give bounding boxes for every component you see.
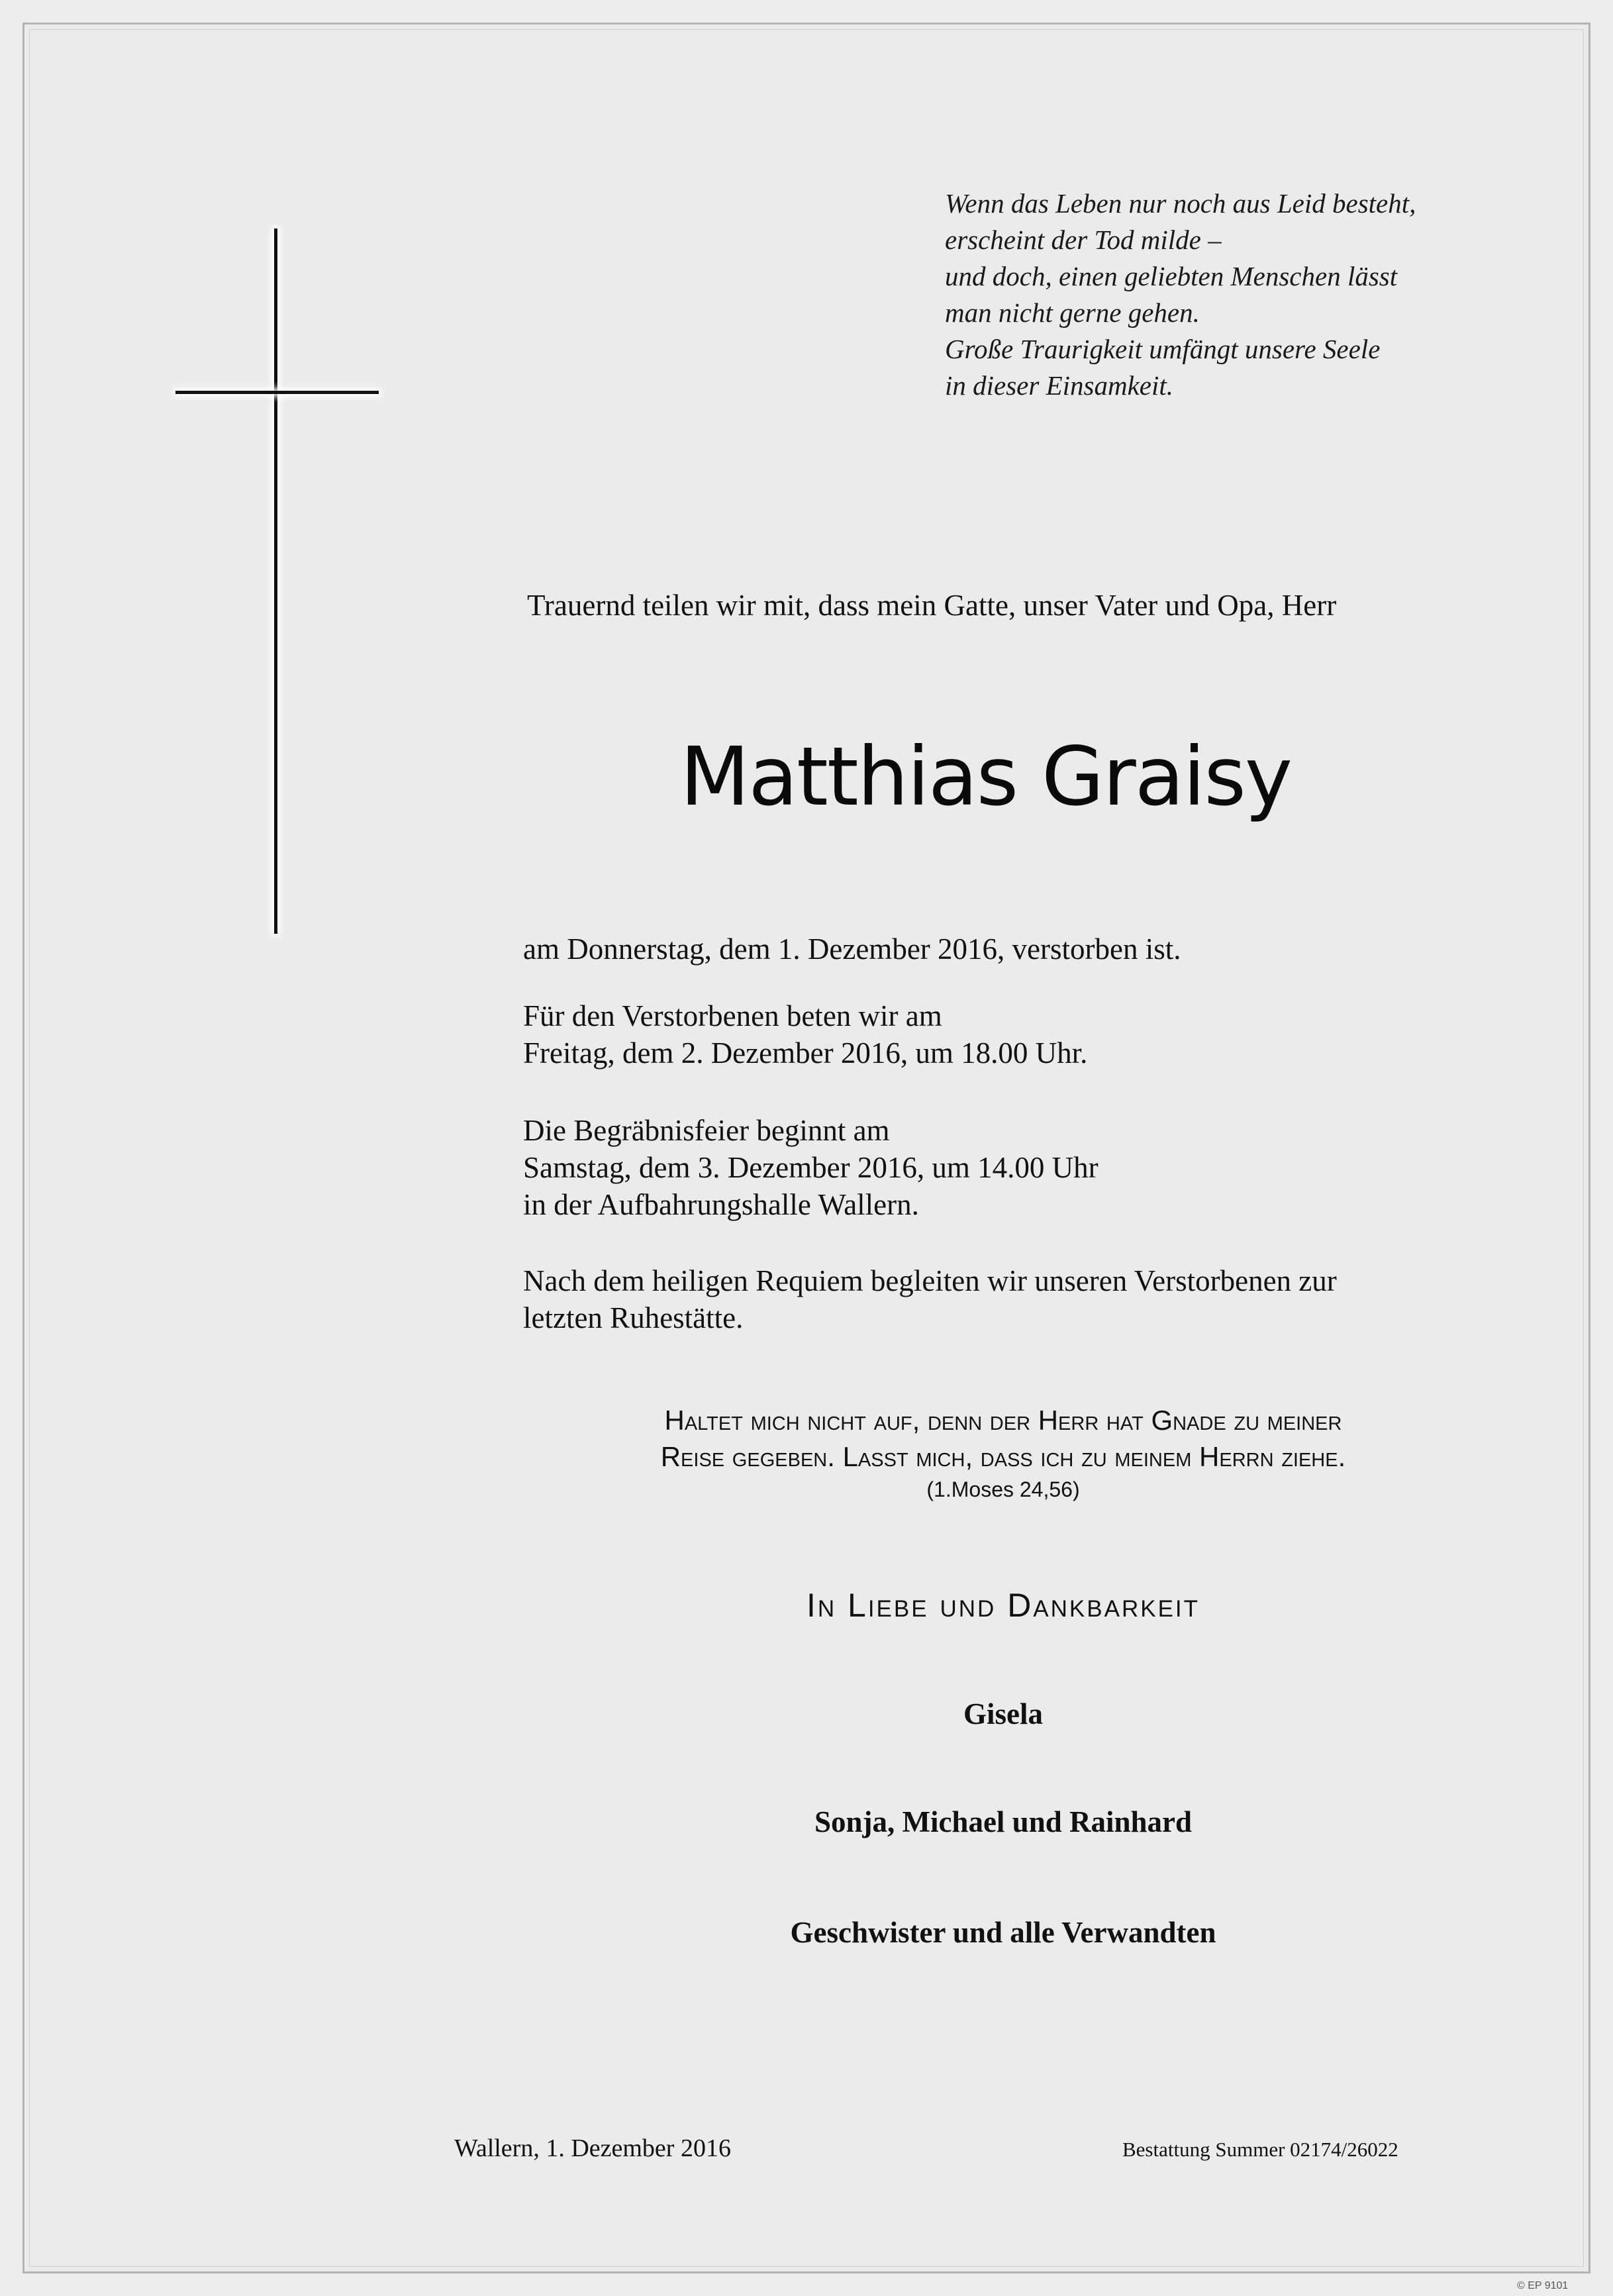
- funeral-line: in der Aufbahrungshalle Wallern.: [523, 1188, 919, 1221]
- poem-line: und doch, einen geliebten Menschen lässt: [945, 261, 1398, 291]
- cross-icon-crossbar: [175, 391, 379, 394]
- deceased-name: Matthias Graisy: [680, 730, 1292, 824]
- poem-line: man nicht gerne gehen.: [945, 297, 1200, 328]
- intro-text: Trauernd teilen wir mit, dass mein Gatte, unser Vater und Opa, Herr: [527, 589, 1337, 622]
- mourner-name: Geschwister und alle Verwandten: [790, 1916, 1216, 1949]
- death-date-text: [523, 930, 1181, 968]
- prayer-text: [523, 997, 1087, 1072]
- poem-line: in dieser Einsamkeit.: [945, 370, 1174, 401]
- funeral-line: Samstag, dem 3. Dezember 2016, um 14.00 Uhr: [523, 1151, 1099, 1184]
- mourner-name: Gisela: [963, 1697, 1043, 1730]
- poem-line: erscheint der Tod milde –: [945, 225, 1222, 255]
- requiem-line: Nach dem heiligen Requiem begleiten wir unseren Verstorbenen zur: [523, 1264, 1337, 1297]
- requiem-text: [523, 1262, 1337, 1336]
- funeral-text: [523, 1112, 1099, 1223]
- funeral-line: Die Begräbnisfeier beginnt am: [523, 1114, 890, 1147]
- prayer-line: Für den Verstorbenen beten wir am: [523, 999, 942, 1032]
- requiem-line: letzten Ruhestätte.: [523, 1301, 744, 1334]
- quote-reference: (1.Moses 24,56): [926, 1477, 1080, 1501]
- poem: [945, 185, 1541, 404]
- print-code: © EP 9101: [1517, 2280, 1569, 2291]
- cross-icon: [274, 228, 277, 934]
- prayer-line: Freitag, dem 2. Dezember 2016, um 18.00 Uhr.: [523, 1036, 1088, 1070]
- bible-quote: [523, 1402, 1483, 1504]
- mourners-heading: In Liebe und Dankbarkeit: [806, 1587, 1200, 1624]
- place-date: Wallern, 1. Dezember 2016: [454, 2134, 731, 2162]
- undertaker-contact: Bestattung Summer 02174/26022: [1122, 2138, 1398, 2161]
- quote-line: Haltet mich nicht auf, denn der Herr hat Gnade zu meiner: [664, 1405, 1342, 1436]
- quote-line: Reise gegeben. Lasst mich, dass ich zu meinem Herrn ziehe.: [660, 1441, 1346, 1472]
- poem-line: Wenn das Leben nur noch aus Leid besteht,: [945, 188, 1416, 219]
- mourner-name: Sonja, Michael und Rainhard: [814, 1805, 1193, 1838]
- poem-line: Große Traurigkeit umfängt unsere Seele: [945, 334, 1381, 364]
- death-line: am Donnerstag, dem 1. Dezember 2016, verstorben ist.: [523, 932, 1181, 966]
